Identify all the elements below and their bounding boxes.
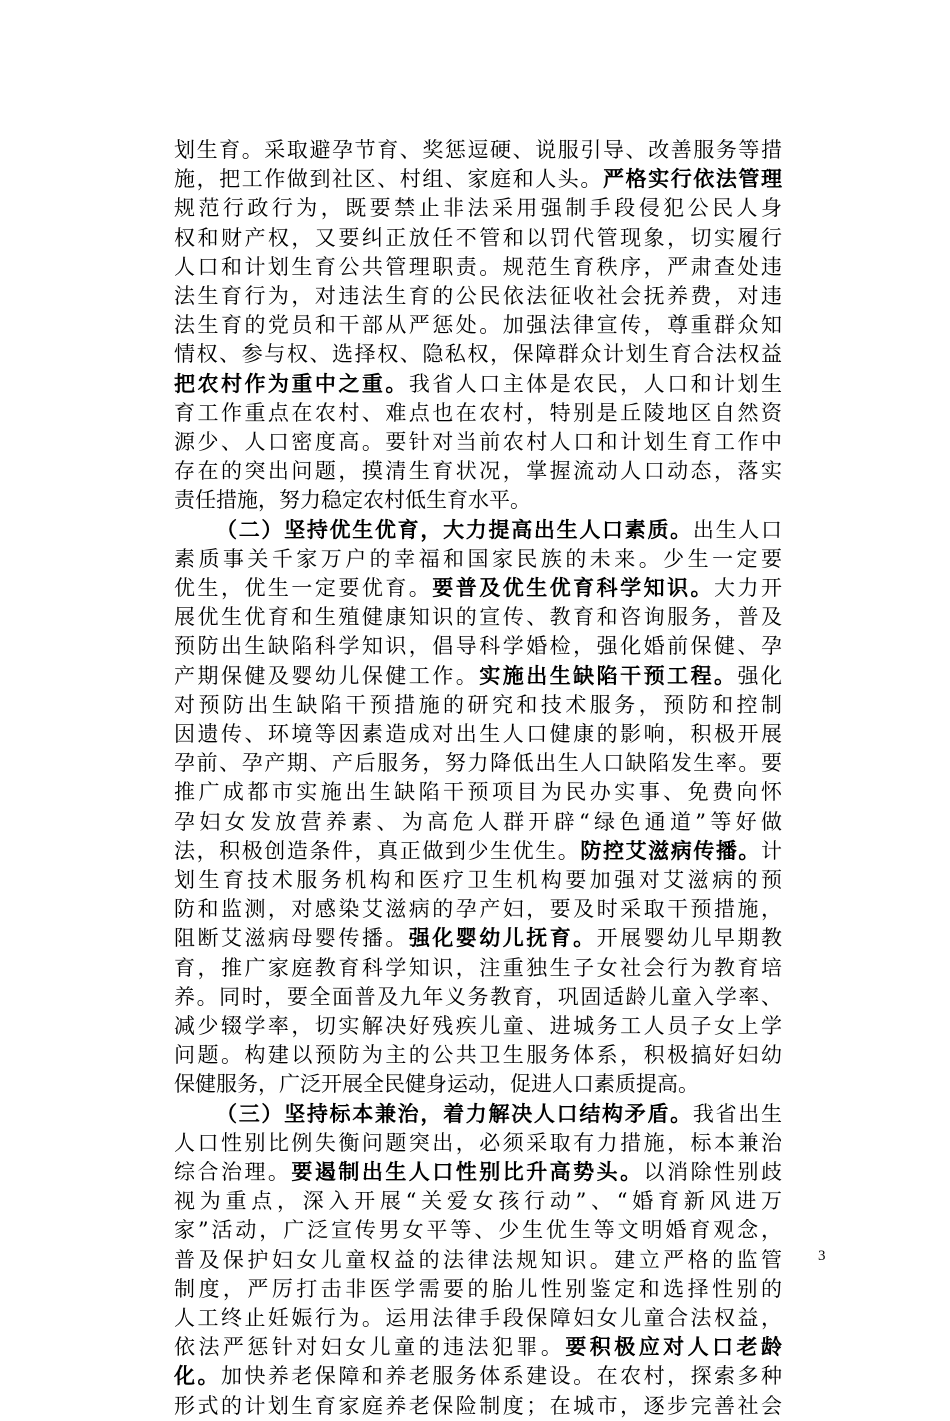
- text-line: [174, 427, 782, 457]
- text-line: [174, 164, 782, 194]
- text-segment: 划生育技术服务机构和医疗卫生机构要加强对艾滋病的预: [174, 868, 782, 892]
- text-segment: 法生育的党员和干部从严惩处。加强法律宣传，尊重群众知: [174, 313, 782, 338]
- text-segment: 家”活动，广泛宣传男女平等、少生优生等文明婚育观念，: [174, 1218, 782, 1243]
- text-line: [174, 661, 782, 691]
- text-segment: 源少、人口密度高。要针对当前农村人口和计划生育工作中: [174, 430, 782, 454]
- text-line: [174, 339, 782, 369]
- text-segment: 孕前、孕产期、产后服务，努力降低出生人口缺陷发生率。要: [174, 751, 782, 776]
- text-line: [174, 1303, 782, 1333]
- text-line: [174, 1361, 782, 1391]
- text-line: [174, 1332, 782, 1362]
- text-segment: 优生，优生一定要优育。: [174, 576, 433, 600]
- text-line: [174, 485, 782, 515]
- text-segment: 计: [761, 838, 783, 863]
- text-line: [174, 193, 782, 223]
- text-line: [174, 135, 782, 165]
- text-line: [174, 894, 782, 924]
- text-line: [174, 1040, 782, 1070]
- text-segment: 养。同时，要全面普及九年义务教育，巩固适龄儿童入学率、: [174, 984, 782, 1009]
- text-line: [174, 923, 782, 953]
- bold-heading-text: 严格实行依法管理: [602, 166, 783, 192]
- text-line: [174, 836, 782, 866]
- text-segment: 强化: [737, 663, 783, 688]
- bold-heading-text: 要积极应对人口老龄: [565, 1334, 783, 1360]
- text-segment: 问题。构建以预防为主的公共卫生服务体系，积极搞好妇幼: [174, 1043, 782, 1068]
- text-segment: 减少辍学率，切实解决好残疾儿童、进城务工人员子女上学: [174, 1014, 782, 1038]
- text-line: [174, 748, 782, 778]
- text-line: [174, 456, 782, 486]
- text-segment: 展优生优育和生殖健康知识的宣传、教育和咨询服务，普及: [174, 605, 782, 630]
- text-segment: 制度，严厉打击非医学需要的胎儿性别鉴定和选择性别的: [174, 1276, 782, 1301]
- text-segment: 因遗传、环境等因素造成对出生人口健康的影响，积极开展: [174, 722, 782, 746]
- bold-heading-text: 要普及优生优育科学知识。: [432, 575, 715, 600]
- text-segment: 人口性别比例失衡问题突出，必须采取有力措施，标本兼治: [174, 1130, 782, 1155]
- text-line: [174, 252, 782, 282]
- text-line: [174, 1245, 782, 1275]
- text-segment: 形式的计划生育家庭养老保险制度；在城市，逐步完善社会: [174, 1393, 782, 1418]
- text-segment: 阻断艾滋病母婴传播。: [174, 926, 409, 951]
- text-segment: 加快养老保障和养老服务体系建设。在农村，探索多种: [220, 1364, 783, 1389]
- text-line: [216, 1099, 782, 1129]
- text-line: [174, 1186, 782, 1216]
- text-line: [174, 398, 782, 428]
- text-segment: 对预防出生缺陷干预措施的研究和技术服务，预防和控制: [174, 692, 782, 717]
- text-line: [174, 1157, 782, 1187]
- text-segment: 情权、参与权、选择权、隐私权，保障群众计划生育合法权益: [174, 342, 782, 367]
- text-line: [174, 1274, 782, 1304]
- text-segment: 责任措施，努力稳定农村低生育水平。: [174, 488, 531, 513]
- text-segment: 育，推广家庭教育科学知识，注重独生子女社会行为教育培: [174, 955, 782, 980]
- text-line: [174, 690, 782, 720]
- text-segment: 综合治理。: [174, 1160, 292, 1184]
- text-segment: 划生育。采取避孕节育、奖惩逗硬、说服引导、改善服务等措: [174, 138, 782, 162]
- bold-heading-text: 化。: [174, 1363, 221, 1389]
- text-line: [216, 515, 782, 545]
- text-line: [174, 281, 782, 311]
- text-line: [174, 1391, 782, 1421]
- text-segment: 存在的突出问题，摸清生育状况，掌握流动人口动态，落实: [174, 459, 782, 484]
- text-line: [174, 602, 782, 632]
- text-segment: 防和监测，对感染艾滋病的孕产妇，要及时采取干预措施，: [174, 897, 782, 922]
- text-segment: 孕妇女发放营养素、为高危人群开辟“绿色通道”等好做: [174, 809, 782, 834]
- text-line: [174, 865, 782, 895]
- text-line: [174, 369, 782, 399]
- text-line: [174, 573, 782, 603]
- text-segment: 以消除性别歧: [643, 1160, 783, 1184]
- text-line: [174, 982, 782, 1012]
- text-segment: 保健服务，广泛开展全民健身运动，促进人口素质提高。: [174, 1072, 699, 1097]
- text-segment: 素质事关千家万户的幸福和国家民族的未来。少生一定要: [174, 546, 782, 571]
- text-segment: 普及保护妇女儿童权益的法律法规知识。建立严格的监管: [174, 1247, 782, 1272]
- text-segment: 法，积极创造条件，真正做到少生优生。: [174, 838, 581, 863]
- text-segment: 视为重点，深入开展“关爱女孩行动”、“婚育新风进万: [174, 1189, 782, 1214]
- text-line: [174, 310, 782, 340]
- bold-heading-text: 要遏制出生人口性别比升高势头。: [291, 1159, 644, 1184]
- text-line: [174, 1069, 782, 1099]
- page-number: 3: [818, 1248, 826, 1264]
- text-segment: 规范行政行为，既要禁止非法采用强制手段侵犯公民人身: [174, 196, 782, 221]
- text-line: [174, 777, 782, 807]
- text-segment: 人口和计划生育公共管理职责。规范生育秩序，严肃查处违: [174, 254, 782, 279]
- text-line: [174, 807, 782, 837]
- text-segment: 依法严惩针对妇女儿童的违法犯罪。: [174, 1335, 566, 1360]
- text-line: [174, 1215, 782, 1245]
- text-segment: 权和财产权，又要纠正放任不管和以罚代管现象，切实履行: [174, 225, 782, 250]
- text-segment: 我省出生: [692, 1101, 782, 1126]
- text-segment: 施，把工作做到社区、村组、家庭和人头。: [174, 167, 603, 192]
- bold-heading-text: 强化婴幼儿抚育。: [408, 925, 597, 951]
- text-line: [174, 631, 782, 661]
- text-segment: 法生育行为，对违法生育的公民依法征收社会抚养费，对违: [174, 284, 782, 308]
- text-line: [174, 719, 782, 749]
- bold-heading-text: 防控艾滋病传播。: [580, 837, 762, 863]
- text-line: [174, 223, 782, 253]
- text-segment: 推广成都市实施出生缺陷干预项目为民办实事、免费向怀: [174, 780, 782, 805]
- text-line: [174, 1128, 782, 1158]
- text-segment: 我省人口主体是农民，人口和计划生: [408, 371, 783, 396]
- text-line: [174, 953, 782, 983]
- text-segment: 开展婴幼儿早期教: [596, 926, 783, 951]
- text-segment: 预防出生缺陷科学知识，倡导科学婚检，强化婚前保健、孕: [174, 634, 782, 659]
- text-line: [174, 1011, 782, 1041]
- bold-heading-text: （二）坚持优生优育，大力提高出生人口素质。: [216, 516, 693, 542]
- text-segment: 育工作重点在农村、难点也在农村，特别是丘陵地区自然资: [174, 400, 782, 425]
- text-segment: 大力开: [714, 576, 783, 600]
- text-segment: 出生人口: [692, 517, 782, 542]
- text-segment: 人工终止妊娠行为。运用法律手段保障妇女儿童合法权益，: [174, 1306, 782, 1330]
- text-segment: 产期保健及婴幼儿保健工作。: [174, 663, 480, 688]
- bold-heading-text: 把农村作为重中之重。: [174, 370, 409, 396]
- bold-heading-text: 实施出生缺陷干预工程。: [479, 662, 738, 688]
- text-line: [174, 544, 782, 574]
- bold-heading-text: （三）坚持标本兼治，着力解决人口结构矛盾。: [216, 1100, 693, 1126]
